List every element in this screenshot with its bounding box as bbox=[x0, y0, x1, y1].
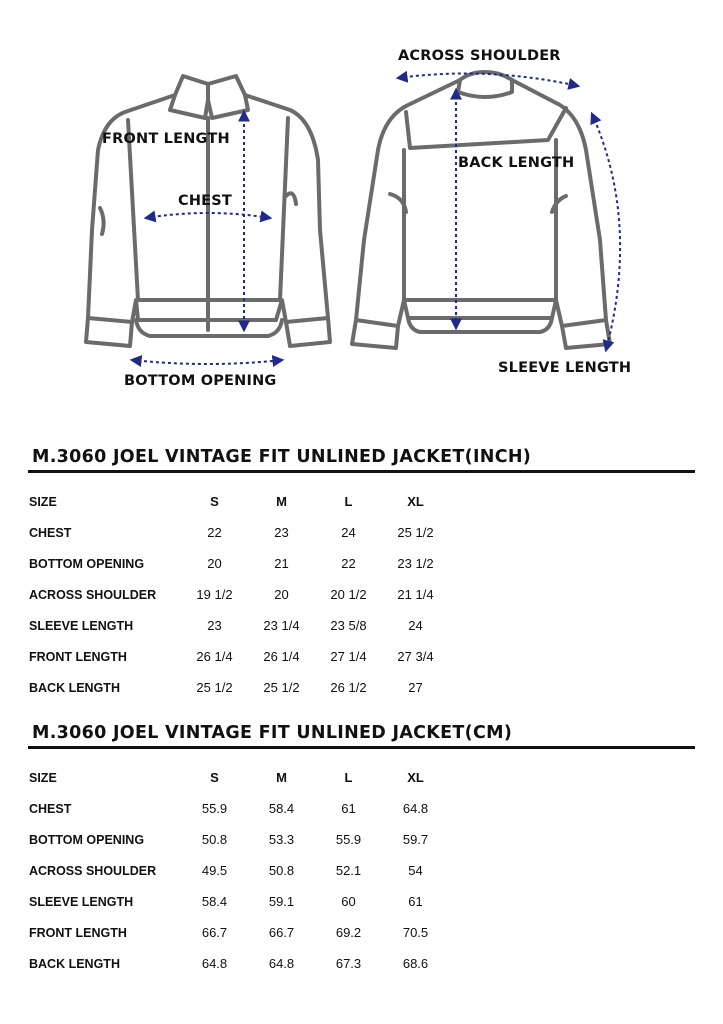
cell-value: 19 1/2 bbox=[196, 587, 233, 602]
row-label: BACK LENGTH bbox=[29, 680, 120, 695]
row-label: CHEST bbox=[29, 801, 72, 816]
chest-label: CHEST bbox=[178, 193, 233, 209]
cell-value: 64.8 bbox=[201, 956, 228, 971]
table-row bbox=[28, 579, 449, 610]
table-row bbox=[28, 824, 449, 855]
cell-value: 25 1/2 bbox=[263, 680, 300, 695]
cm-size-table bbox=[28, 762, 449, 979]
row-label: BACK LENGTH bbox=[29, 956, 120, 971]
cell-value: 24 bbox=[408, 618, 423, 633]
cell-value: 53.3 bbox=[268, 832, 295, 847]
inch-table-divider bbox=[28, 470, 695, 473]
cell-value: 25 1/2 bbox=[196, 680, 233, 695]
row-label: ACROSS SHOULDER bbox=[29, 863, 157, 878]
cell-value: 61 bbox=[341, 801, 356, 816]
cell-value: 69.2 bbox=[335, 925, 362, 940]
cell-value: 64.8 bbox=[402, 801, 429, 816]
cell-value: 64.8 bbox=[268, 956, 295, 971]
cell-value: 27 bbox=[408, 680, 423, 695]
table-row bbox=[28, 610, 449, 641]
cm-table-divider bbox=[28, 746, 695, 749]
across-shoulder-arrow bbox=[398, 74, 578, 87]
cell-value: 21 bbox=[274, 556, 289, 571]
row-label: FRONT LENGTH bbox=[29, 649, 127, 664]
cell-value: 59.7 bbox=[402, 832, 429, 847]
cm-table-title: M.3060 JOEL VINTAGE FIT UNLINED JACKET(CM) bbox=[32, 723, 513, 743]
sleeve-length-label: SLEEVE LENGTH bbox=[498, 360, 632, 376]
cell-value: 67.3 bbox=[335, 956, 362, 971]
cell-value: 50.8 bbox=[268, 863, 295, 878]
size-xl-header: XL bbox=[407, 770, 424, 785]
cell-value: 54 bbox=[408, 863, 423, 878]
cell-value: 26 1/4 bbox=[263, 649, 300, 664]
cell-value: 66.7 bbox=[201, 925, 228, 940]
cell-value: 68.6 bbox=[402, 956, 429, 971]
cell-value: 23 bbox=[274, 525, 289, 540]
bottom-opening-arrow bbox=[132, 360, 282, 364]
size-m-header: M bbox=[276, 770, 287, 785]
row-label: FRONT LENGTH bbox=[29, 925, 127, 940]
table-row bbox=[28, 672, 449, 703]
cell-value: 23 1/2 bbox=[397, 556, 434, 571]
cell-value: 49.5 bbox=[201, 863, 228, 878]
row-label: BOTTOM OPENING bbox=[29, 832, 145, 847]
cell-value: 23 1/4 bbox=[263, 618, 300, 633]
cell-value: 58.4 bbox=[268, 801, 295, 816]
across-shoulder-label: ACROSS SHOULDER bbox=[398, 48, 561, 64]
jacket-measurement-diagram bbox=[0, 0, 723, 410]
cell-value: 61 bbox=[408, 894, 423, 909]
cell-value: 58.4 bbox=[201, 894, 228, 909]
size-s-header: S bbox=[210, 494, 219, 509]
cell-value: 23 5/8 bbox=[330, 618, 367, 633]
table-row bbox=[28, 548, 449, 579]
table-row bbox=[28, 886, 449, 917]
size-l-header: L bbox=[344, 494, 353, 509]
row-label: BOTTOM OPENING bbox=[29, 556, 145, 571]
cell-value: 23 bbox=[207, 618, 222, 633]
cell-value: 60 bbox=[341, 894, 356, 909]
inch-table-title: M.3060 JOEL VINTAGE FIT UNLINED JACKET(INCH) bbox=[32, 447, 532, 467]
table-row bbox=[28, 641, 449, 672]
front-jacket-illustration bbox=[86, 76, 330, 346]
size-header-label: SIZE bbox=[29, 494, 57, 509]
cell-value: 26 1/4 bbox=[196, 649, 233, 664]
table-row bbox=[28, 855, 449, 886]
row-label: ACROSS SHOULDER bbox=[29, 587, 157, 602]
cell-value: 22 bbox=[207, 525, 222, 540]
cell-value: 24 bbox=[341, 525, 356, 540]
cell-value: 20 bbox=[207, 556, 222, 571]
front-length-label: FRONT LENGTH bbox=[102, 131, 230, 147]
cell-value: 26 1/2 bbox=[330, 680, 367, 695]
cell-value: 20 bbox=[274, 587, 289, 602]
cell-value: 27 1/4 bbox=[330, 649, 367, 664]
table-header-row bbox=[28, 486, 449, 517]
row-label: SLEEVE LENGTH bbox=[29, 618, 134, 633]
back-jacket-illustration bbox=[352, 72, 610, 348]
cell-value: 52.1 bbox=[335, 863, 362, 878]
cell-value: 22 bbox=[341, 556, 356, 571]
size-xl-header: XL bbox=[407, 494, 424, 509]
table-row bbox=[28, 917, 449, 948]
cell-value: 59.1 bbox=[268, 894, 295, 909]
cell-value: 55.9 bbox=[201, 801, 228, 816]
cell-value: 20 1/2 bbox=[330, 587, 367, 602]
table-header-row bbox=[28, 762, 449, 793]
row-label: CHEST bbox=[29, 525, 72, 540]
size-l-header: L bbox=[344, 770, 353, 785]
cell-value: 70.5 bbox=[402, 925, 429, 940]
inch-size-table bbox=[28, 486, 449, 703]
size-header-label: SIZE bbox=[29, 770, 57, 785]
cell-value: 55.9 bbox=[335, 832, 362, 847]
size-s-header: S bbox=[210, 770, 219, 785]
size-m-header: M bbox=[276, 494, 287, 509]
cell-value: 27 3/4 bbox=[397, 649, 434, 664]
row-label: SLEEVE LENGTH bbox=[29, 894, 134, 909]
back-length-label: BACK LENGTH bbox=[458, 155, 575, 171]
cell-value: 25 1/2 bbox=[397, 525, 434, 540]
table-row bbox=[28, 517, 449, 548]
table-row bbox=[28, 948, 449, 979]
cell-value: 50.8 bbox=[201, 832, 228, 847]
cell-value: 66.7 bbox=[268, 925, 295, 940]
bottom-opening-label: BOTTOM OPENING bbox=[124, 373, 277, 389]
table-row bbox=[28, 793, 449, 824]
cell-value: 21 1/4 bbox=[397, 587, 434, 602]
